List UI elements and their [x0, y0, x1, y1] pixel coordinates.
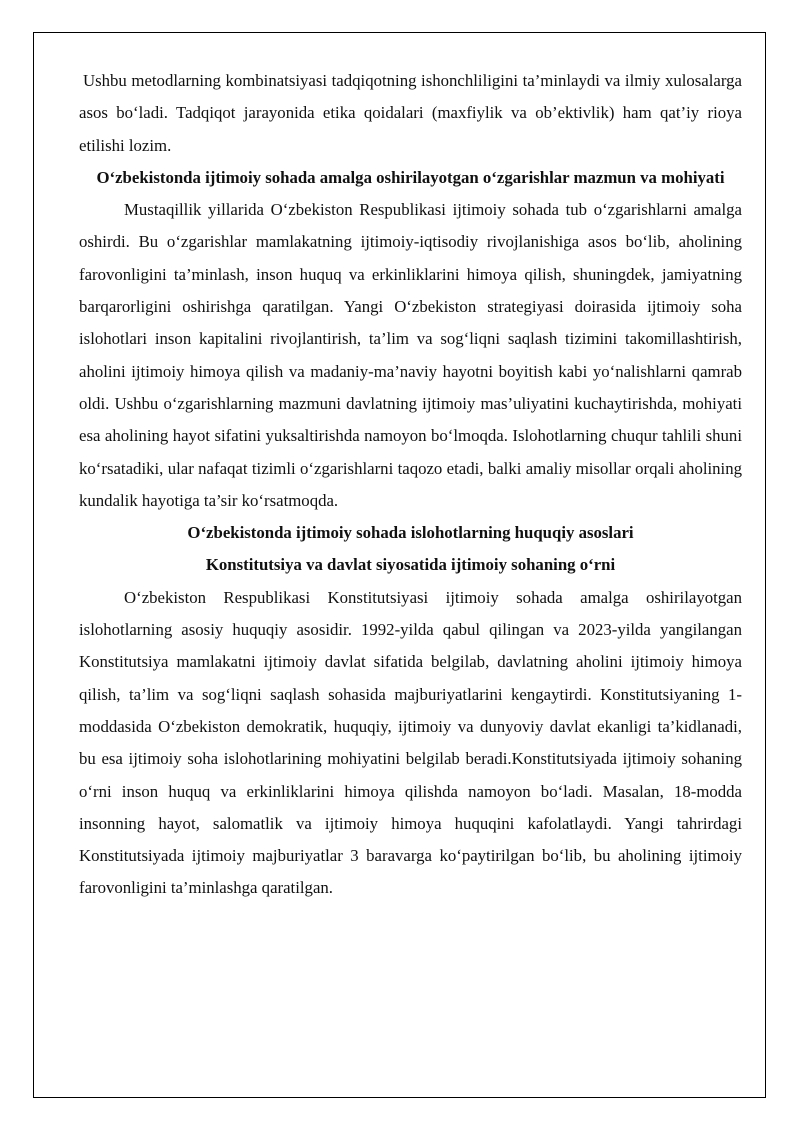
- section-heading-reforms-content: O‘zbekistonda ijtimoiy sohada amalga oshirilayotgan o‘zgarishlar mazmun va mohiyati: [96, 167, 725, 187]
- constitution-paragraph: O‘zbekiston Respublikasi Konstitutsiyasi ijtimoiy sohada amalga oshirilayotgan islohotlarning asosiy huquqiy asosidir. 1992-yilda qabul qilingan va 2023-yilda yangilangan Konstitutsiya mamlakatni ijtimoiy davlat sifatida belgilab, davlatning aholini ijtimoiy himoya qilish, ta’lim va sog‘liqni saqlash sohasida majburiyatlarini kengaytirdi. Konstitutsiyaning 1-moddasida O‘zbekiston demokratik, huquqiy, ijtimoiy va dunyoviy davlat ekanligi ta’kidlanadi, bu esa ijtimoiy soha islohotlarining mohiyatini belgilab beradi.Konstitutsiyada ijtimoiy sohaning o‘rni inson huquq va erkinliklarini himoya qilishda namoyon bo‘ladi. Masalan, 18-modda insonning hayot, salomatlik va ijtimoiy himoya huquqini kafolatlaydi. Yangi tahrirdagi Konstitutsiyada ijtimoiy majburiyatlar 3 baravarga ko‘paytirilgan bo‘lib, bu aholining ijtimoiy farovonligini ta’minlashga qaratilgan.: [79, 587, 742, 898]
- intro-paragraph: Ushbu metodlarning kombinatsiyasi tadqiqotning ishonchliligini ta’minlaydi va ilmiy xulosalarga asos bo‘ladi. Tadqiqot jarayonida etika qoidalari (maxfiylik va ob’ektivlik) ham qat’iy rioya etilishi lozim.: [79, 71, 742, 155]
- reforms-paragraph: Mustaqillik yillarida O‘zbekiston Respublikasi ijtimoiy sohada tub o‘zgarishlarni amalga oshirdi. Bu o‘zgarishlar mamlakatning ijtimoiy-iqtisodiy rivojlanishiga asos bo‘lib, aholining farovonligini ta’minlash, inson huquq va erkinliklarini himoya qilish, shuningdek, jamiyatning barqarorligini oshirishga qaratilgan. Yangi O‘zbekiston strategiyasi doirasida ijtimoiy soha islohotlari inson kapitalini rivojlantirish, ta’lim va sog‘liqni saqlash tizimini takomillashtirish, aholini ijtimoiy himoya qilish va madaniy-ma’naviy hayotni boyitish kabi yo‘nalishlarni qamrab oldi. Ushbu o‘zgarishlarning mazmuni davlatning ijtimoiy mas’uliyatini kuchaytirishda, mohiyati esa aholining hayot sifatini yuksaltirishda namoyon bo‘lmoqda. Islohotlarning chuqur tahlili shuni ko‘rsatadiki, ular nafaqat tizimli o‘zgarishlarni taqozo etadi, balki amaliy misollar orqali aholining kundalik hayotiga ta’sir ko‘rsatmoqda.: [79, 200, 742, 510]
- section-heading-legal-basis: O‘zbekistonda ijtimoiy sohada islohotlarning huquqiy asoslari: [187, 523, 634, 543]
- document-body: [79, 65, 742, 905]
- subsection-heading-constitution: Konstitutsiya va davlat siyosatida ijtimoiy sohaning o‘rni: [205, 555, 616, 575]
